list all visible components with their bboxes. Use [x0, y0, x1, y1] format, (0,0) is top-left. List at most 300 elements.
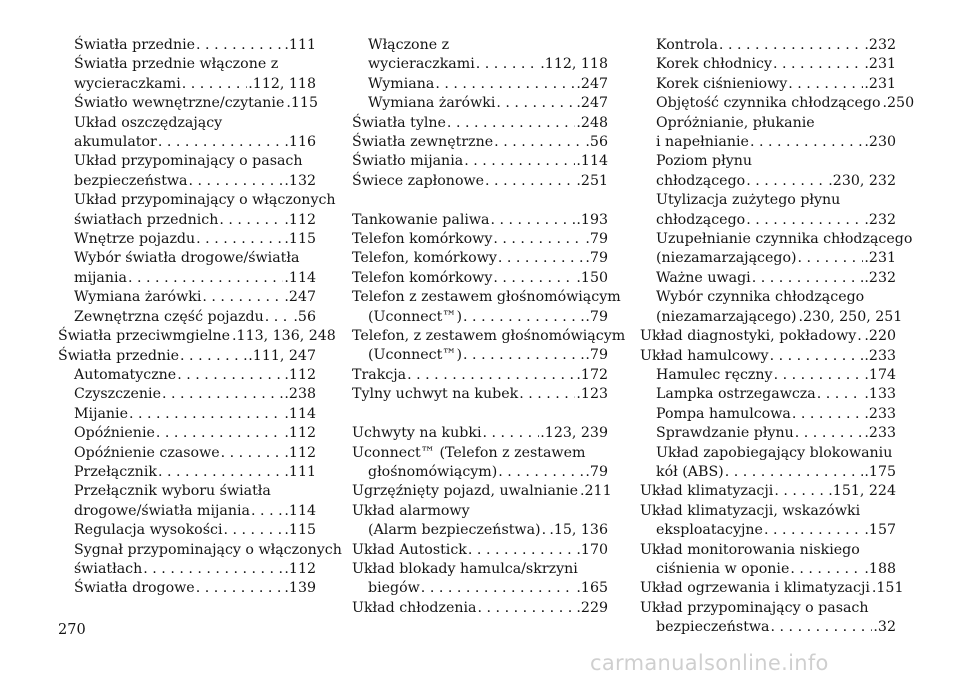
entry-term: Pompa hamulcowa	[656, 405, 791, 422]
entry-term: Układ diagnostyki, pokładowy	[640, 328, 857, 345]
dot-leader	[719, 36, 863, 55]
entry-last-line	[640, 618, 896, 637]
dot-leader	[752, 269, 864, 288]
entry-page: .56	[293, 308, 316, 325]
entry-page: .111	[284, 37, 316, 53]
entry-last-line	[352, 385, 608, 404]
dot-leader	[196, 579, 284, 598]
index-entry	[352, 288, 621, 327]
dot-leader	[790, 560, 863, 579]
entry-term: Sygnał przypominający o włączonych	[74, 541, 342, 558]
dot-leader	[464, 152, 575, 171]
index-entry	[352, 482, 612, 501]
index-subentry	[640, 444, 896, 483]
dot-leader	[774, 366, 864, 385]
index-subentry	[58, 249, 316, 288]
entry-last-line	[352, 463, 608, 482]
entry-page: .111, 247	[248, 347, 316, 364]
dot-leader	[491, 211, 576, 230]
entry-page: .229	[576, 599, 608, 616]
entry-term: Przełącznik wyboru światła	[74, 483, 271, 500]
index-entry	[352, 599, 608, 618]
entry-term: Światła tylne	[352, 114, 446, 131]
entry-page: .232	[864, 211, 896, 228]
entry-page: .251	[576, 172, 608, 189]
entry-term: Światło wewnętrzne/czytanie	[74, 95, 285, 112]
entry-term: Wybór czynnika chłodzącego	[656, 289, 865, 306]
entry-term: wycieraczkami	[368, 56, 475, 73]
entry-term: Układ klimatyzacji	[640, 483, 774, 500]
entry-term: (Uconnect™)	[368, 347, 463, 364]
dot-leader	[795, 424, 864, 443]
entry-last-line	[352, 521, 608, 540]
index-entry	[58, 327, 336, 346]
entry-page: .247	[284, 289, 316, 306]
index-entry	[352, 366, 608, 385]
entry-term: Układ monitorowania niskiego	[640, 541, 860, 558]
entry-term: Automatyczne	[74, 366, 177, 383]
index-subentry	[640, 36, 896, 55]
entry-term: chłodzącego	[656, 172, 746, 189]
dot-leader	[774, 482, 827, 501]
entry-last-line	[58, 366, 316, 385]
entry-term: Trakcja	[352, 366, 407, 383]
entry-page: .115	[284, 522, 316, 539]
dot-leader	[485, 172, 575, 191]
index-subentry	[640, 288, 903, 327]
index-subentry	[58, 521, 316, 540]
index-subentry	[640, 94, 915, 113]
index-subentry	[58, 541, 342, 580]
dot-leader	[817, 385, 864, 404]
index-subentry	[58, 230, 316, 249]
entry-term: Telefon, komórkowy	[352, 250, 497, 267]
index-entry	[640, 327, 896, 346]
entry-term: Światło mijania	[352, 153, 464, 170]
entry-page: .165	[576, 580, 608, 597]
page-number: 270	[58, 622, 86, 638]
index-subentry	[58, 385, 316, 404]
entry-page: .133	[864, 386, 896, 403]
entry-last-line	[58, 133, 316, 152]
entry-term: Zewnętrzna część pojazdu	[74, 308, 264, 325]
dot-leader	[143, 560, 283, 579]
entry-term: głośnomówiącym)	[368, 463, 498, 480]
entry-last-line	[640, 36, 896, 55]
entry-term: Układ ogrzewania i klimatyzacji	[640, 580, 870, 597]
entry-term: Poziom płynu	[656, 153, 753, 170]
watermark: carmanualsonline.info	[590, 651, 829, 675]
dot-leader	[180, 347, 247, 366]
entry-term: Ugrzęźnięty pojazd, uwalnianie	[352, 483, 579, 500]
index-column-2	[352, 36, 626, 618]
entry-last-line	[352, 75, 608, 94]
entry-page: .230, 232	[828, 172, 896, 189]
entry-page: .113, 136, 248	[232, 328, 336, 345]
dot-leader	[196, 230, 283, 249]
index-entry	[640, 502, 896, 541]
index-entry	[352, 541, 608, 560]
entry-page: .232	[864, 37, 896, 53]
entry-term: Korek chłodnicy	[656, 56, 772, 73]
entry-page: .232	[864, 269, 896, 286]
entry-last-line	[58, 211, 316, 230]
entry-last-line	[640, 308, 903, 327]
dot-leader	[542, 521, 549, 540]
entry-page: .248	[576, 114, 608, 131]
dot-leader	[421, 579, 576, 598]
index-entry	[640, 579, 904, 598]
index-entry	[352, 249, 608, 268]
entry-last-line	[352, 152, 608, 171]
entry-page: .112, 118	[540, 56, 608, 73]
entry-last-line	[640, 482, 896, 501]
entry-page: .123	[576, 386, 608, 403]
entry-page: .114	[284, 405, 316, 422]
entry-term: Wymiana żarówki	[74, 289, 202, 306]
entry-term: Opróżnianie, płukanie	[656, 114, 815, 131]
index-subentry	[352, 36, 608, 75]
entry-page: .132	[284, 172, 316, 189]
entry-term: mijania	[74, 269, 127, 286]
entry-last-line	[58, 521, 316, 540]
index-column-1	[58, 36, 342, 599]
index-subentry	[640, 114, 896, 153]
entry-term: Tankowanie paliwa	[352, 211, 490, 228]
dot-leader	[498, 249, 585, 268]
entry-last-line	[640, 579, 904, 598]
entry-page: .211	[580, 483, 612, 500]
dot-leader	[189, 172, 284, 191]
dot-leader	[798, 249, 864, 268]
entry-term: Światła drogowe	[74, 580, 195, 597]
entry-last-line	[640, 94, 915, 113]
entry-page: .231	[864, 250, 896, 267]
index-subentry	[352, 75, 608, 94]
dot-leader	[764, 521, 863, 540]
entry-last-line	[352, 114, 608, 133]
entry-last-line	[58, 579, 316, 598]
entry-page: .230	[864, 134, 896, 151]
entry-term: Uzupełnianie czynnika chłodzącego	[656, 231, 913, 248]
entry-last-line	[640, 133, 896, 152]
entry-term: Włączone z	[368, 37, 450, 53]
entry-page: .238	[284, 386, 316, 403]
entry-page: .151, 224	[828, 483, 896, 500]
entry-last-line	[58, 94, 316, 113]
entry-term: Tylny uchwyt na kubek	[352, 386, 519, 403]
entry-term: Telefon, z zestawem głośnomówiącym	[352, 328, 626, 345]
entry-page: .112	[284, 560, 316, 577]
entry-page: .56	[585, 134, 608, 151]
entry-term: Uconnect™ (Telefon z zestawem	[352, 444, 586, 461]
entry-page: .139	[284, 580, 316, 597]
entry-last-line	[640, 327, 896, 346]
entry-last-line	[352, 94, 608, 113]
entry-last-line	[640, 521, 896, 540]
index-subentry	[58, 191, 336, 230]
entry-term: Światła przednie	[74, 37, 196, 53]
index-entry	[352, 560, 608, 599]
entry-term: Wybór światła drogowe/światła	[74, 250, 300, 267]
entry-term: Układ przypominający o włączonych	[74, 192, 336, 209]
index-subentry	[640, 269, 896, 288]
entry-term: Światła przednie włączone z	[74, 56, 279, 73]
entry-term: Uchwyty na kubki	[352, 425, 482, 442]
entry-term: eksploatacyjne	[656, 522, 763, 539]
entry-last-line	[640, 347, 896, 366]
index-subentry	[58, 444, 316, 463]
entry-term: Układ blokady hamulca/skrzyni	[352, 560, 578, 577]
entry-page: .250	[882, 95, 915, 112]
dot-leader	[496, 94, 575, 113]
dot-leader	[746, 172, 827, 191]
entry-page: .175	[864, 463, 896, 480]
index-entry	[640, 347, 896, 366]
entry-last-line	[352, 133, 608, 152]
entry-term: Czyszczenie	[74, 386, 161, 403]
entry-last-line	[352, 55, 608, 74]
dot-leader	[447, 114, 575, 133]
entry-page: .220	[864, 328, 896, 345]
entry-page: .114	[284, 502, 316, 519]
entry-last-line	[640, 424, 896, 443]
entry-term: (Alarm bezpieczeństwa)	[368, 522, 541, 539]
dot-leader	[493, 269, 575, 288]
index-entry	[640, 599, 896, 638]
entry-last-line	[58, 444, 316, 463]
entry-page: .115	[286, 95, 318, 112]
index-subentry	[58, 579, 316, 598]
entry-term: Telefon komórkowy	[352, 231, 493, 248]
entry-last-line	[58, 560, 316, 579]
entry-term: ciśnienia w oponie	[656, 560, 790, 577]
entry-last-line	[640, 269, 896, 288]
entry-term: bezpieczeństwa	[74, 172, 188, 189]
dot-leader	[463, 308, 584, 327]
index-subentry	[58, 114, 316, 153]
entry-term: Układ przypominający o pasach	[74, 153, 303, 170]
entry-last-line	[58, 347, 316, 366]
entry-page: .79	[585, 231, 608, 248]
entry-page: .157	[864, 522, 896, 539]
dot-leader	[202, 288, 283, 307]
entry-term: kół (ABS)	[656, 463, 724, 480]
entry-last-line	[640, 75, 896, 94]
entry-page: .112, 118	[248, 75, 316, 92]
entry-term: (Uconnect™)	[368, 308, 463, 325]
index-subentry	[640, 55, 896, 74]
entry-page: .15, 136	[549, 522, 608, 539]
dot-leader	[857, 327, 863, 346]
entry-last-line	[640, 172, 896, 191]
entry-last-line	[58, 385, 316, 404]
entry-last-line	[640, 385, 896, 404]
entry-page: .174	[864, 366, 896, 383]
dot-leader	[156, 424, 284, 443]
dot-leader	[746, 211, 863, 230]
dot-leader	[219, 211, 283, 230]
entry-last-line	[640, 55, 896, 74]
dot-leader	[494, 133, 584, 152]
entry-page: .115	[284, 231, 316, 248]
section-gap	[352, 191, 608, 210]
entry-last-line	[58, 269, 316, 288]
entry-last-line	[58, 308, 316, 327]
dot-leader	[478, 599, 576, 618]
entry-term: Ważne uwagi	[656, 269, 751, 286]
index-subentry	[640, 191, 896, 230]
entry-page: .123, 239	[540, 425, 608, 442]
entry-page: .79	[585, 347, 608, 364]
entry-term: Lampka ostrzegawcza	[656, 386, 816, 403]
entry-page: .116	[284, 134, 316, 151]
entry-term: Układ alarmowy	[352, 502, 470, 519]
dot-leader	[519, 385, 575, 404]
index-subentry	[640, 385, 896, 404]
entry-term: i napełnianie	[656, 134, 749, 151]
dot-leader	[128, 269, 283, 288]
index-subentry	[640, 424, 896, 443]
entry-last-line	[352, 424, 608, 443]
entry-term: chłodzącego	[656, 211, 746, 228]
entry-last-line	[352, 366, 608, 385]
index-subentry	[58, 482, 316, 521]
entry-page: .172	[576, 366, 608, 383]
entry-term: Kontrola	[656, 37, 718, 53]
dot-leader	[158, 463, 283, 482]
index-subentry	[58, 94, 316, 113]
dot-leader	[158, 133, 284, 152]
entry-term: Układ przypominający o pasach	[640, 599, 869, 616]
index-entry	[352, 152, 608, 171]
entry-last-line	[58, 327, 336, 346]
entry-term: Hamulec ręczny	[656, 366, 773, 383]
entry-term: Opóźnienie	[74, 425, 155, 442]
index-subentry	[58, 152, 316, 191]
entry-page: .112	[284, 366, 316, 383]
entry-last-line	[640, 560, 896, 579]
index-subentry	[58, 424, 316, 443]
entry-term: Światła zewnętrzne	[352, 134, 494, 151]
index-entry	[352, 385, 608, 404]
entry-term: Wymiana	[368, 75, 435, 92]
index-subentry	[58, 405, 316, 424]
entry-page: .111	[284, 463, 316, 480]
entry-term: Światła przeciwmgielne	[58, 328, 231, 345]
entry-term: Mijanie	[74, 405, 128, 422]
entry-term: (niezamarzającego)	[656, 250, 797, 267]
entry-term: Opóźnienie czasowe	[74, 444, 220, 461]
dot-leader	[129, 405, 283, 424]
dot-leader	[498, 463, 584, 482]
entry-term: Układ zapobiegający blokowaniu	[656, 444, 893, 461]
index-subentry	[58, 308, 316, 327]
entry-term: Utylizacja zużytego płynu	[656, 192, 841, 209]
entry-last-line	[352, 541, 608, 560]
dot-leader	[182, 75, 248, 94]
index-entry	[352, 269, 608, 288]
index-entry	[640, 482, 896, 501]
index-subentry	[58, 463, 316, 482]
index-entry	[352, 502, 608, 541]
dot-leader	[221, 444, 284, 463]
index-subentry	[640, 152, 896, 191]
dot-leader	[162, 385, 283, 404]
entry-last-line	[352, 482, 612, 501]
entry-page: .79	[585, 308, 608, 325]
entry-page: .231	[864, 75, 896, 92]
entry-last-line	[58, 502, 316, 521]
dot-leader	[251, 502, 283, 521]
entry-last-line	[58, 172, 316, 191]
entry-last-line	[58, 463, 316, 482]
dot-leader	[750, 133, 863, 152]
entry-term: światłach	[74, 560, 143, 577]
dot-leader	[788, 75, 863, 94]
index-entry	[352, 327, 626, 366]
index-subentry	[640, 75, 896, 94]
dot-leader	[468, 541, 576, 560]
entry-last-line	[352, 230, 608, 249]
dot-leader	[476, 55, 540, 74]
entry-term: Układ hamulcowy	[640, 347, 769, 364]
entry-term: Sprawdzanie płynu	[656, 425, 794, 442]
dot-leader	[196, 36, 283, 55]
entry-last-line	[58, 405, 316, 424]
dot-leader	[224, 521, 284, 540]
dot-leader	[792, 405, 864, 424]
entry-page: .233	[864, 405, 896, 422]
entry-term: Objętość czynnika chłodzącego	[656, 95, 881, 112]
entry-term: światłach przednich	[74, 211, 219, 228]
entry-term: Przełącznik	[74, 463, 157, 480]
entry-term: Regulacja wysokości	[74, 522, 223, 539]
dot-leader	[482, 424, 539, 443]
entry-page: .233	[864, 425, 896, 442]
index-subentry	[58, 288, 316, 307]
entry-page: .230, 250, 251	[798, 308, 903, 325]
entry-term: Telefon komórkowy	[352, 269, 493, 286]
entry-page: .32	[873, 619, 896, 636]
index-entry	[352, 424, 608, 443]
entry-last-line	[640, 405, 896, 424]
entry-last-line	[352, 211, 608, 230]
dot-leader	[770, 347, 864, 366]
entry-last-line	[352, 269, 608, 288]
index-subentry	[640, 405, 896, 424]
entry-term: Układ Autostick	[352, 541, 467, 558]
entry-page: .247	[576, 75, 608, 92]
entry-page: .79	[585, 250, 608, 267]
entry-page: .150	[576, 269, 608, 286]
entry-last-line	[352, 599, 608, 618]
entry-last-line	[352, 172, 608, 191]
entry-page: .193	[576, 211, 608, 228]
entry-term: Wnętrze pojazdu	[74, 231, 196, 248]
entry-page: .231	[864, 56, 896, 73]
index-entry	[640, 541, 896, 580]
entry-page: .112	[284, 425, 316, 442]
entry-last-line	[352, 249, 608, 268]
entry-term: (niezamarzającego)	[656, 308, 797, 325]
entry-term: akumulator	[74, 134, 157, 151]
entry-page: .233	[864, 347, 896, 364]
index-subentry	[640, 230, 913, 269]
index-entry	[352, 114, 608, 133]
entry-term: Świece zapłonowe	[352, 172, 485, 189]
entry-last-line	[58, 424, 316, 443]
